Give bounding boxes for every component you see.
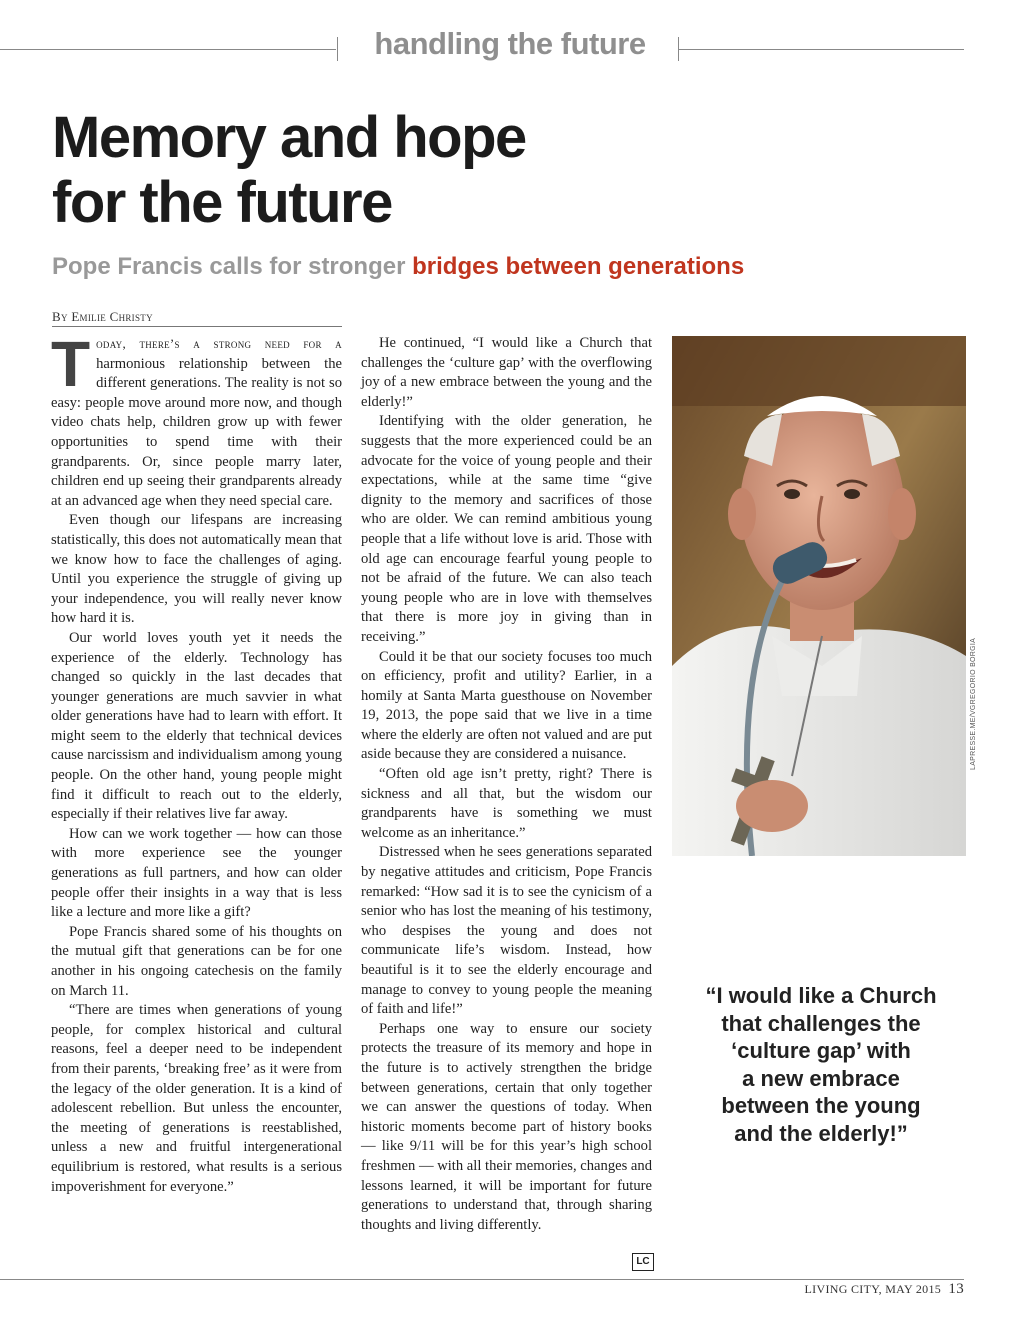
paragraph: Pope Francis shared some of his thoughts on the mutual gift that generations can be for one another in his ongoing catechesis on the family on March 11. [51,923,342,999]
pull-quote [676,982,966,1147]
paragraph: Distressed when he sees generations separated by negative attitudes and criticism, Pope Francis remarked: “How sad it is to see the cynicism of a senior who has lost the meaning of his testimony, who despises the young and does not communicate life’s wisdom. Instead, how beautiful is it to see the elderly encourage and manage to convey to young people the meaning of faith and life!” [361,844,652,1018]
quote-line: that challenges the [721,1010,921,1036]
page-number: 13 [948,1281,964,1297]
quote-line: a new embrace [742,1065,900,1091]
paragraph: Perhaps one way to ensure our society protects the treasure of its memory and hope in the future is to actively strengthen the bridge between generations, certain that only together we can answer the questions of today. When historic moments become part of history books — like 9/11 will be for this year’s high school freshmen — with all their memories, changes and lessons learned, it will be important for future generations to understand that, through sharing thoughts and living differently. [361,1020,652,1233]
paragraph: He continued, “I would like a Church that challenges the ‘culture gap’ with the overflowing joy of a new embrace between the young and the elderly!” [361,335,652,410]
paragraph: Even though our lifespans are increasing statistically, this does not automatically mean that we know how to face the challenges of aging. Until you experience the struggle of giving up your independence, you will really never know how hard it is. [51,512,342,627]
article-subtitle [52,253,932,281]
article-column-1 [51,328,342,1197]
subtitle-grey: Pope Francis calls for stronger [52,253,406,280]
quote-line: and the elderly!” [734,1120,908,1146]
lead-small-caps: oday, there’s a strong need for a [96,336,342,351]
paragraph: Identifying with the older generation, he suggests that the more experienced could be an advocate for the voice of young people and their expectations, while at the same time “give dignity to the memory and sacrifices of those who are older. We can remind ambitious young people that a life without love is arid. Those with old age can encourage fearful young people to not be afraid of the future. We can also teach young people who are in love with themselves that there is more joy in giving than in receiving.” [361,413,652,645]
article-column-2 [361,334,652,1235]
section-label: handling the future [374,26,646,61]
drop-cap: T [51,328,91,400]
photo-credit: LAPRESSE.ME/VGREGORIO BORGIA [970,637,977,770]
lead-paragraph [51,328,342,511]
page-footer [805,1281,964,1298]
paragraph: “Often old age isn’t pretty, right? There is sickness and all that, but the wisdom our grandparents have is something we must welcome as an inheritance.” [361,766,652,841]
paragraph: Could it be that our society focuses too much on efficiency, profit and utility? Earlier, in a homily at Santa Marta guesthouse on November 19, 2013, the pope said that we live in a time where the elderly are often not valued and are put aside because they are considered a nuisance. [361,648,652,763]
byline-rule [52,326,342,327]
title-line-1: Memory and hope [52,105,526,170]
quote-line: “I would like a Church [705,983,937,1008]
paragraph: “There are times when generations of young people, for complex historical and cultural reasons, feel a deeper need to be independent from their parents, ‘breaking free’ as it were from the legacy of the older generation. It is a kind of adolescent rebellion. But unless the encounter, the meeting of generations is reestablished, unless a new and fruitful intergenerational equilibrium is restored, what results is a serious impoverishment for everyone.” [51,1002,342,1195]
header-tick-left [337,37,338,61]
header-rule-right [679,49,964,50]
title-line-2: for the future [52,169,392,235]
header-rule-left [0,49,336,50]
subtitle-red: bridges between generations [412,253,745,280]
quote-line: ‘culture gap’ with [731,1038,911,1063]
paragraph: Our world loves youth yet it needs the experience of the elderly. Technology has changed so quickly in the last decades that younger generations are much savvier in what older generations have had to learn with effort. It might seem to the elderly that technical devices cause narcissism and individualism among young people. On the other hand, young people might find it difficult to reach out to the elderly, especially if their relatives live far away. [51,629,342,823]
end-mark-icon: LC [632,1253,654,1271]
lead-text: harmonious relationship between the different generations. The reality is not so easy: people move around more now, and though video chats help, children grow up with fewer opportunities to spend time with their grandparents. Or, since people marry later, children end up seeing their grandparents already at an advanced age when they need special care. [51,355,342,509]
footer-rule [0,1279,964,1280]
quote-line: between the young [721,1093,921,1118]
publication-name: LIVING CITY, MAY 2015 [804,1282,942,1296]
paragraph: How can we work together — how can those with more experience see the younger generations as full partners, and how can older people offer their insights in a way that is less like a lecture and more like a gift? [51,825,342,921]
pope-photo [672,336,966,856]
byline: By Emilie Christy [52,309,153,324]
article-title [52,106,752,236]
